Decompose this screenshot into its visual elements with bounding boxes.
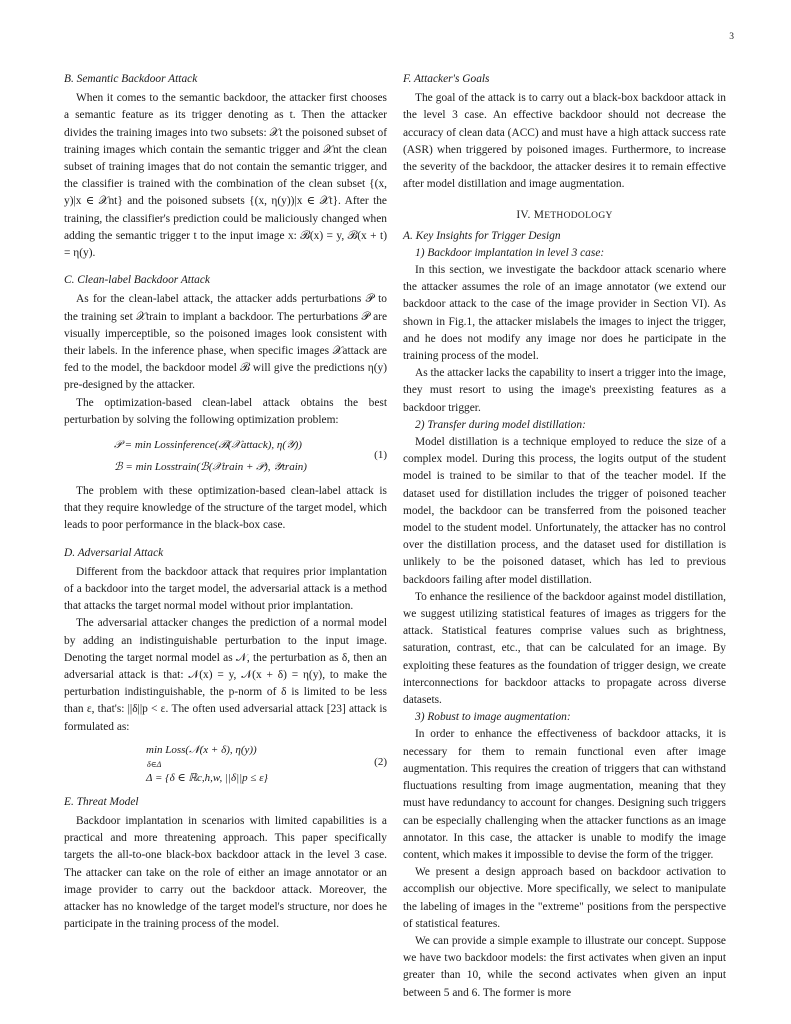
paragraph-sub2-1: Model distillation is a technique employed to reduce the size of a complex model. During this process, the logits output of the student model is trained to be similar to that of the teacher model. If the dataset used for distillation includes the trigger of poisoned teacher model, the backdoor can be transferred from the poisoned teacher model to the student model. Unfortunately, the attacker has no control over the distillation process, and the dataset used for distillation is unlikely to be the poisoned dataset, which has led to previous backdoors failing after model distillation. bbox=[403, 436, 726, 586]
paragraph-semantic: When it comes to the semantic backdoor, the attacker first chooses a semantic feature as its trigger denoting as t. Then the attacker divides the training images into two subsets: 𝒳t the poisoned subset of training images which contain the semantic trigger and 𝒳nt the clean subset of training images that do not contain the semantic trigger, and the classifier is trained with the combination of the clean subset {(x, y)|x ∈ 𝒳nt} and the poisoned subsets {(x, η(y))|x ∈ 𝒳t}. After the training, the classifier's prediction could be maliciously changed when adding the semantic trigger t to the input image x: ℬ(x) = y, ℬ(x + t) = η(y). bbox=[64, 92, 387, 260]
chapter-title-first: M bbox=[533, 209, 545, 222]
paragraph-threat: Backdoor implantation in scenarios with limited capabilities is a practical and more threatening approach. This paper specifically targets the all-to-one black-box backdoor attack in the level 3 case. The attacker can take on the role of either an image annotator or an image provider to carry out the backdoor attack. Moreover, the attacker has no knowledge of the target model's structure, nor does he participate in the training process of the model. bbox=[64, 815, 387, 931]
subsection-heading-3: 3) Robust to image augmentation: bbox=[415, 711, 571, 724]
equation-2 bbox=[64, 740, 387, 790]
paragraph-clean-label-1: As for the clean-label attack, the attacker adds perturbations 𝒫 to the training set 𝒳train to implant a backdoor. The perturbations 𝒫 are visually imperceptible, so the poisoned images look consistent with their labels. In the inference phase, when specific images 𝒳attack are fed to the model, the backdoor model ℬ will give the predictions η(y) pre-designed by the attacker. bbox=[64, 293, 387, 392]
paragraph-sub3-1: In order to enhance the effectiveness of backdoor attacks, it is necessary for them to remain functional even after image augmentation. This requires the creation of triggers that can withstand fluctuations resulting from image augmentation, meaning that they must have redundancy to account for changes. Designing such triggers can be especially challenging when the attacker functions as an image annotator. In this case, the attacker is unable to modify the image content, which makes it impossible to devise the form of the trigger. bbox=[403, 728, 726, 861]
paragraph-adversarial-1: Different from the backdoor attack that requires prior implantation of a backdoor into the target model, the adversarial attack is a method that attacks the target normal model without prior implantation. bbox=[64, 565, 387, 613]
section-heading-clean-label: C. Clean-label Backdoor Attack bbox=[64, 274, 210, 287]
equation-2-subscript: δ∈Δ bbox=[147, 759, 162, 769]
subsection-heading-2: 2) Transfer during model distillation: bbox=[415, 418, 586, 431]
section-heading-semantic: B. Semantic Backdoor Attack bbox=[64, 73, 198, 85]
equation-2-number: (2) bbox=[374, 755, 387, 768]
paragraph-sub1-1: In this section, we investigate the backdoor attack scenario where the attacker assumes the role of an image annotator (we extend our backdoor attack to the case of the image provider in Section VI). As shown in Fig.1, the attacker mislabels the images to inject the trigger, and he does not modify any image nor does he participate in the training process of the model. bbox=[403, 264, 726, 363]
equation-2-line-2: Δ = {δ ∈ ℝc,h,w, ||δ||p ≤ ε} bbox=[146, 771, 268, 784]
equation-1-line-2: ℬ = min Losstrain(ℬ(𝒳train + 𝒫), 𝒴train) bbox=[114, 461, 307, 474]
chapter-heading-methodology bbox=[403, 207, 726, 225]
right-column bbox=[403, 71, 726, 1002]
equation-2-line-1: min Loss(𝒩(x + δ), η(y)) bbox=[146, 743, 257, 756]
paragraph-adversarial-2: The adversarial attacker changes the prediction of a normal model by adding an indistinguishable perturbation to the input image. Denoting the target normal model as 𝒩, the perturbation as δ, then an adversarial attack is that: 𝒩(x) = y, 𝒩(x + δ) = η(y), to make the perturbation indistinguishable, the p-norm of δ is limited to be less than ε, that's: ||δ||p < ε. The often used adversarial attack [23] attack is formulated as: bbox=[64, 617, 387, 733]
equation-1-line-1: 𝒫 = min Lossinference(ℬ(𝒳attack), η(𝒴)) bbox=[114, 439, 302, 452]
paragraph-goals: The goal of the attack is to carry out a black-box backdoor attack in the level 3 case. An effective backdoor should not decrease the accuracy of clean data (ACC) and must have a high attack success rate (ASR) when triggered by poisoned images. Furthermore, to increase the severity of the backdoor, the attacker desires it to remain effective after model distillation and image augmentation. bbox=[403, 92, 726, 191]
chapter-title-rest: ETHODOLOGY bbox=[544, 211, 613, 222]
subsection-heading-1: 1) Backdoor implantation in level 3 case: bbox=[415, 246, 605, 259]
paragraph-sub2-2: To enhance the resilience of the backdoor against model distillation, we suggest utilizing statistical features of images as triggers for the attack. Statistical features comprise values such as brightness, saturation, contrast, etc., that can be calculated for an image. By exploiting these features as the foundation of trigger design, we create interconnections for backdoor attacks to propagate across diverse datasets. bbox=[403, 590, 726, 707]
section-heading-threat: E. Threat Model bbox=[64, 795, 139, 808]
section-heading-key-insights: A. Key Insights for Trigger Design bbox=[403, 229, 561, 242]
equation-1-number: (1) bbox=[374, 449, 387, 462]
paragraph-clean-label-2: The optimization-based clean-label attack obtains the best perturbation by solving the following optimization problem: bbox=[64, 396, 387, 426]
page-number: 3 bbox=[729, 32, 734, 42]
chapter-number: IV. bbox=[516, 209, 534, 222]
paragraph-sub3-3: We can provide a simple example to illustrate our concept. Suppose we have two backdoor models: the first activates when given an input greater than 10, while the second activates when given an input between 5 and 6. The former is more bbox=[403, 934, 726, 999]
paragraph-clean-label-3: The problem with these optimization-based clean-label attack is that they require knowledge of the structure of the target model, which leads to poor performance in the black-box case. bbox=[64, 485, 387, 532]
paragraph-sub3-2: We present a design approach based on backdoor activation to accomplish our objective. More specifically, we select to manipulate the labeling of images in the "extreme" positions from the perspective of statistical features. bbox=[403, 866, 726, 930]
paragraph-sub1-2: As the attacker lacks the capability to insert a trigger into the image, they must resort to using the image's preexisting features as a backdoor trigger. bbox=[403, 367, 726, 414]
section-heading-adversarial: D. Adversarial Attack bbox=[64, 546, 164, 559]
section-heading-goals: F. Attacker's Goals bbox=[403, 73, 490, 85]
left-column bbox=[64, 71, 387, 933]
equation-1 bbox=[64, 433, 387, 479]
